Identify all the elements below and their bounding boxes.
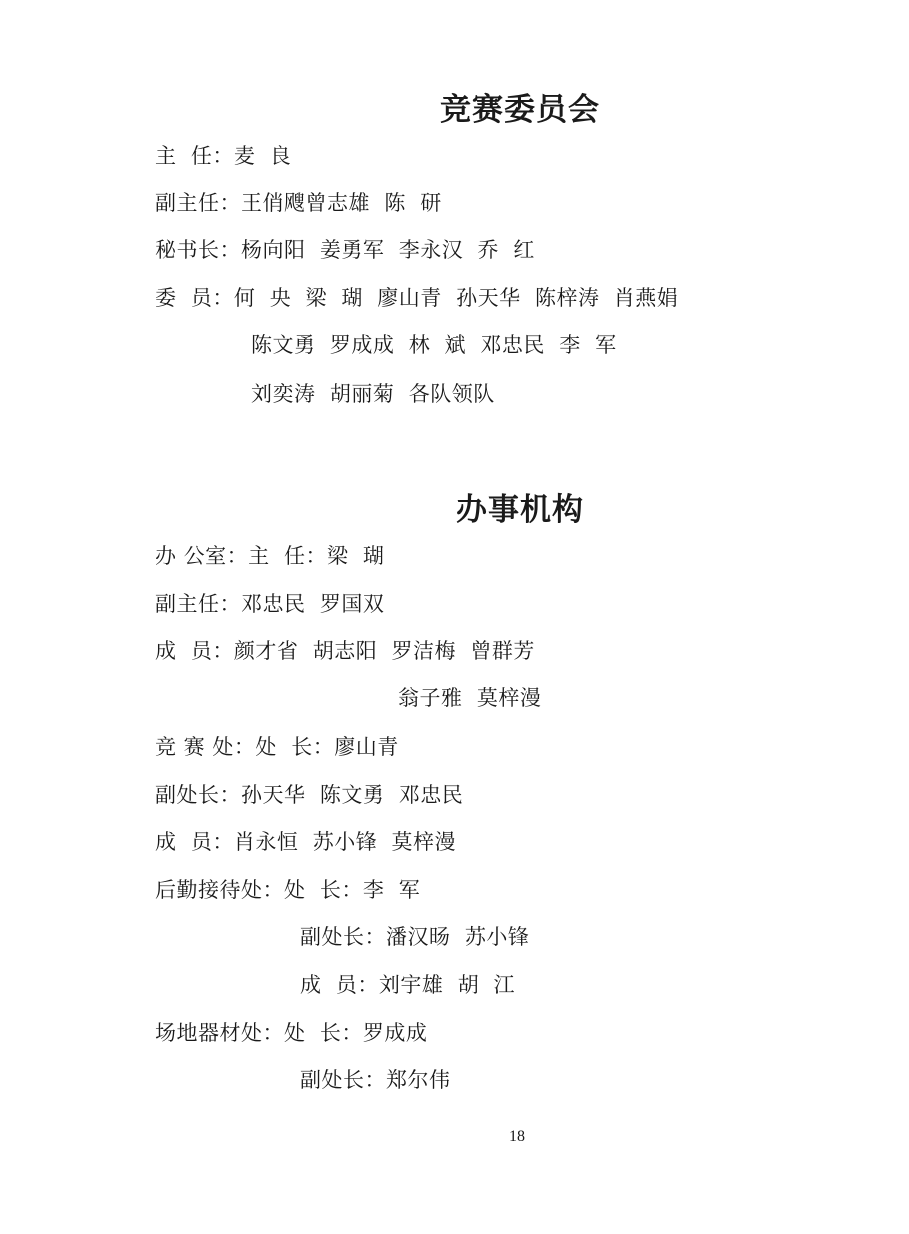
committee-line-secretary-general: 秘书长：杨向阳 姜勇军 李永汉 乔 红 (155, 238, 535, 262)
page-number: 18 (509, 1128, 525, 1145)
office-line-deputy-director: 副主任：邓忠民 罗国双 (155, 592, 385, 616)
section-title-competition-committee: 竞赛委员会 (440, 92, 600, 128)
committee-line-members-cont-2: 刘奕涛 胡丽菊 各队领队 (251, 382, 495, 406)
logistics-dept-members: 成 员：刘宇雄 胡 江 (300, 973, 516, 997)
committee-line-members: 委 员：何 央 梁 瑚 廖山青 孙天华 陈梓涛 肖燕娟 (155, 286, 679, 310)
committee-line-director: 主 任：麦 良 (155, 144, 292, 168)
office-line-members: 成 员：颜才省 胡志阳 罗洁梅 曾群芳 (155, 639, 535, 663)
logistics-dept-head: 后勤接待处：处 长：李 军 (155, 878, 421, 902)
venue-dept-head: 场地器材处：处 长：罗成成 (155, 1021, 428, 1045)
competition-dept-deputy: 副处长：孙天华 陈文勇 邓忠民 (155, 783, 464, 807)
venue-dept-deputy: 副处长：郑尔伟 (300, 1068, 451, 1092)
office-line-office: 办 公室：主 任：梁 瑚 (155, 544, 385, 568)
competition-dept-members: 成 员：肖永恒 苏小锋 莫梓漫 (155, 830, 457, 854)
section-title-office: 办事机构 (456, 492, 584, 528)
committee-line-members-cont-1: 陈文勇 罗成成 林 斌 邓忠民 李 军 (251, 333, 617, 357)
office-line-members-cont: 翁子雅 莫梓漫 (398, 686, 542, 710)
committee-line-deputy-director: 副主任：王俏飕曾志雄 陈 研 (155, 191, 442, 215)
logistics-dept-deputy: 副处长：潘汉旸 苏小锋 (300, 925, 530, 949)
competition-dept-head: 竞 赛 处：处 长：廖山青 (155, 735, 399, 759)
